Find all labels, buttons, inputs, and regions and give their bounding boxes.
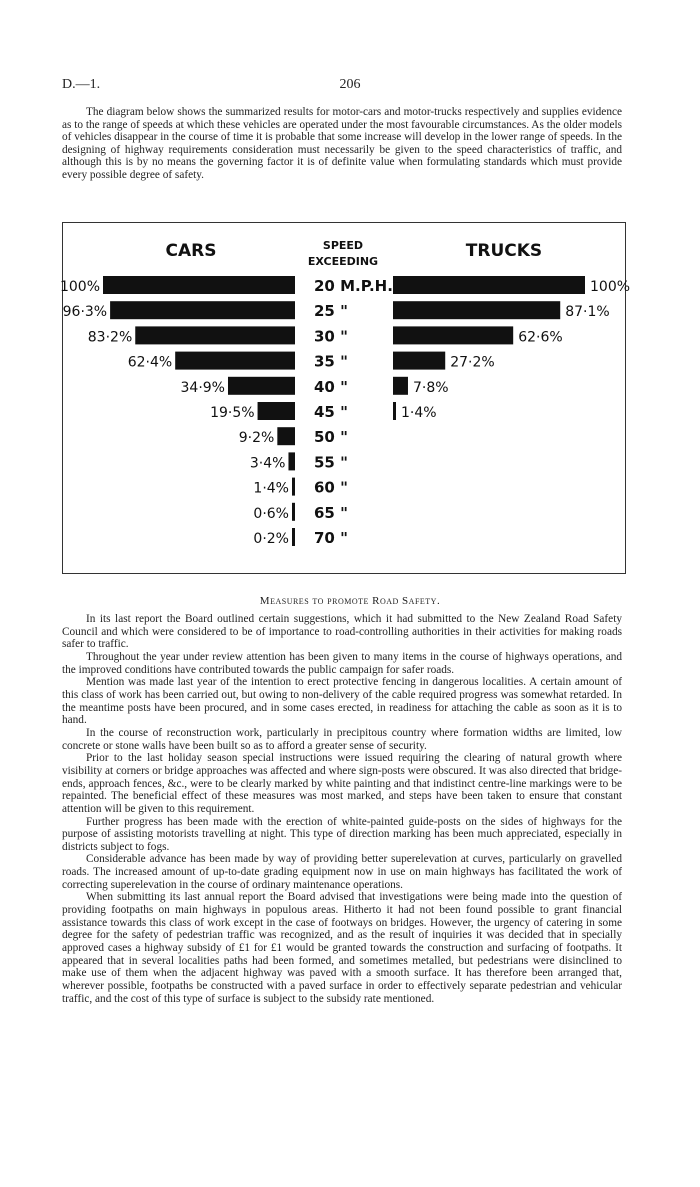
body-paragraph: In the course of reconstruction work, particularly in precipitous country where formation widths are limited, low concrete or stone walls have been built so as to afford a greater sense of security.: [62, 726, 622, 752]
cars-value-label: 83·2%: [87, 329, 133, 346]
cars-bar: [292, 528, 295, 546]
cars-bar: [292, 478, 295, 496]
cars-value-label: 0·6%: [253, 505, 289, 522]
speed-category-label: 25 ": [314, 302, 348, 321]
body-paragraph: Considerable advance has been made by way of providing better superelevation at curves, particularly on gravelled roads. The increased amount of up-to-date grading equipment now in use on main highways has facilitated the work of correcting superelevation in the course of ordinary maintenance operations.: [62, 853, 622, 891]
chart-bars: [60, 276, 630, 547]
trucks-value-label: 7·8%: [412, 379, 449, 396]
speed-category-label: 20 M.P.H.: [314, 277, 393, 295]
cars-value-label: 34·9%: [180, 379, 225, 396]
cars-bar: [228, 377, 295, 395]
cars-bar: [288, 452, 295, 470]
chart-title-cars: CARS: [165, 241, 217, 261]
speed-category-label: 55 ": [314, 453, 348, 472]
speed-category-label: 70 ": [314, 529, 348, 547]
trucks-value-label: 1·4%: [401, 405, 437, 421]
trucks-bar: [393, 377, 408, 395]
body-paragraph: When submitting its last annual report the Board advised that investigations were being made into the question of providing footpaths on main highways in populous areas. Hitherto it had not been found possible to grant financial assistance towards this class of work except in the case of footways on bridges. However, the urgency of catering in some degree for the safety of pedestrian traffic was recognized, and as the result of inquiries it was decided that in specially approved cases a highway subsidy of £1 for £1 would be granted towards the construction and surfacing of footpaths. It appeared that in several localities paths had been formed, and sometimes metalled, but pedestrians were disinclined to make use of them when the adjacent highway was paved with a smooth surface. It has therefore been arranged that, wherever possible, footpaths be constructed with a paved surface in order to effectively separate pedestrian and vehicular traffic, and the cost of this type of surface is subject to the subsidy rate mentioned.: [62, 891, 622, 1005]
speed-category-label: 35 ": [314, 352, 348, 371]
cars-bar: [292, 503, 295, 521]
cars-value-label: 9·2%: [238, 430, 275, 447]
trucks-bar: [393, 276, 585, 294]
trucks-bar: [393, 402, 396, 420]
speed-category-label: 45 ": [314, 403, 348, 421]
speed-chart: [59, 222, 631, 574]
cars-value-label: 1·4%: [253, 480, 289, 497]
trucks-bar: [393, 326, 513, 344]
body-paragraph: Mention was made last year of the intention to erect protective fencing in dangerous localities. A certain amount of this class of work has been carried out, but owing to non-delivery of the cable required progress was somewhat retarded. In the meantime posts have been procured, and in some cases erected, in readiness for attaching the cable as soon as it is to hand.: [62, 676, 622, 727]
body-paragraph: Throughout the year under review attention has been given to many items in the course of highways operations, and the improved conditions have contributed towards the public campaign for safer roads.: [62, 650, 622, 676]
cars-value-label: 96·3%: [62, 304, 108, 321]
cars-value-label: 100%: [59, 279, 100, 295]
trucks-bar: [393, 352, 445, 370]
body-paragraph: Prior to the last holiday season special instructions were issued requiring the clearing of natural growth where visibility at corners or bridge approaches was affected and where sign-posts were obscured. It was also directed that bridge-ends, approach fences, &c., were to be clearly marked by white painting and that indistinct centre-line markings were to be repainted. The beneficial effect of these measures was most marked, and steps have been taken to ensure that constant attention will be given to this requirement.: [62, 752, 622, 815]
cars-bar: [258, 402, 295, 420]
trucks-value-label: 100%: [590, 279, 631, 295]
section-title: Measures to promote Road Safety.: [259, 595, 441, 607]
speed-category-label: 30 ": [314, 327, 348, 346]
document-reference: D.—1.: [62, 77, 101, 92]
page-number: 206: [339, 77, 361, 92]
cars-bar: [103, 276, 295, 294]
cars-bar: [175, 352, 295, 370]
cars-bar: [110, 301, 295, 319]
speed-category-label: 65 ": [314, 503, 348, 522]
page-header: [62, 77, 638, 97]
cars-value-label: 62·4%: [127, 354, 173, 371]
cars-bar: [135, 326, 295, 344]
speed-chart-svg: [59, 223, 631, 573]
chart-title-trucks: TRUCKS: [465, 241, 543, 261]
body-text: [62, 613, 622, 1005]
body-paragraph: Further progress has been made with the erection of white-painted guide-posts on the sides of highways for the purpose of assisting motorists travelling at night. This type of direction marking has been much appreciated, especially in districts subject to fogs.: [62, 815, 622, 853]
trucks-value-label: 27·2%: [450, 354, 495, 371]
intro-paragraph: The diagram below shows the summarized results for motor-cars and motor-trucks respectively and supplies evidence as to the range of speeds at which these vehicles are operated under the most favourable circumstances. As the older models of vehicles disappear in the course of time it is probable that some increase will develop in the lower range of speeds. In the designing of highway requirements consideration must necessarily be given to the speed characteristics of traffic, and although this is by no means the governing factor it is of definite value when formulating standards which must provide every possible degree of safety.: [62, 106, 622, 181]
speed-category-label: 40 ": [314, 377, 348, 396]
trucks-value-label: 87·1%: [565, 304, 610, 321]
cars-bar: [277, 427, 295, 445]
chart-title-exceeding: EXCEEDING: [307, 255, 379, 268]
speed-category-label: 60 ": [314, 478, 348, 497]
cars-value-label: 19·5%: [210, 405, 255, 421]
cars-value-label: 3·4%: [249, 455, 286, 472]
body-paragraph: In its last report the Board outlined certain suggestions, which it had submitted to the New Zealand Road Safety Council and which were considered to be of importance to road-controlling authorities in their activities for making roads safer to traffic.: [62, 613, 622, 651]
trucks-value-label: 62·6%: [518, 329, 563, 346]
chart-title-speed: SPEED: [322, 239, 364, 252]
cars-value-label: 0·2%: [253, 531, 289, 547]
speed-category-label: 50 ": [314, 428, 348, 447]
trucks-bar: [393, 301, 560, 319]
